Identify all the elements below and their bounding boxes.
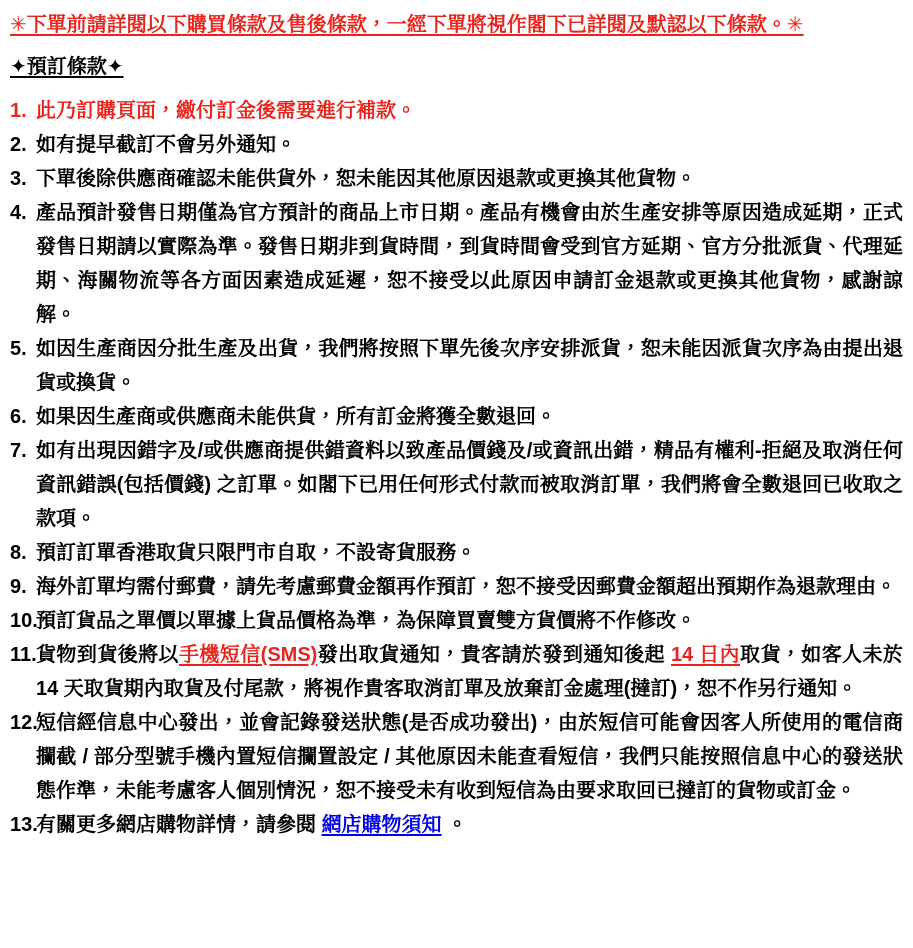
term-item [6, 808, 903, 842]
term-number: 11. [10, 644, 37, 666]
term-item [6, 196, 903, 332]
term-item [6, 94, 903, 128]
term-text [36, 542, 476, 564]
term-item [6, 638, 903, 706]
sms-notice-highlight: 手機短信(SMS) [178, 644, 318, 666]
term-text-segment: 有關更多網店購物詳情，請參閱 [36, 814, 322, 836]
term-text-segment: 如有提早截訂不會另外通知。 [36, 134, 296, 156]
term-text-segment: 貨物到貨後將以 [36, 644, 179, 666]
terms-list [6, 94, 903, 842]
term-item [6, 604, 903, 638]
term-text-segment: 此乃訂購頁面，繳付訂金後需要進行補款。 [36, 100, 416, 122]
term-text [36, 338, 903, 394]
term-number: 3. [10, 168, 27, 190]
term-number: 4. [10, 202, 27, 224]
term-number: 5. [10, 338, 27, 360]
term-text-segment: 取貨，如客人未於 14 天取貨期內取貨及付尾款，將視作貴客取消訂單及放棄訂金處理(撻訂)，恕不作另行通知。 [36, 644, 903, 700]
term-text-segment: 下單後除供應商確認未能供貨外，恕未能因其他原因退款或更換其他貨物。 [36, 168, 696, 190]
term-item [6, 570, 903, 604]
term-number: 13. [10, 814, 38, 836]
term-text [36, 406, 556, 428]
page-title: ✳下單前請詳閱以下購買條款及售後條款，一經下單將視作閣下已詳閱及默認以下條款。✳ [10, 14, 804, 36]
term-text-segment: 發出取貨通知，貴客請於發到通知後起 [317, 644, 671, 666]
shop-notice-link[interactable]: 網店購物須知 [321, 814, 442, 836]
term-number: 7. [10, 440, 27, 462]
term-item [6, 162, 903, 196]
term-number: 8. [10, 542, 27, 564]
term-item [6, 434, 903, 536]
term-item [6, 400, 903, 434]
term-number: 12. [10, 712, 38, 734]
term-text-segment: 。 [441, 814, 468, 836]
term-item [6, 706, 903, 808]
term-text-segment: 預訂貨品之單價以單據上貨品價格為準，為保障買賣雙方貨價將不作修改。 [36, 610, 696, 632]
term-text-segment: 海外訂單均需付郵費，請先考慮郵費金額再作預訂，恕不接受因郵費金額超出預期作為退款理由。 [36, 576, 896, 598]
term-text [36, 440, 903, 530]
term-text [36, 100, 416, 122]
term-number: 1. [10, 100, 27, 122]
term-text [36, 814, 467, 836]
term-text [36, 712, 903, 802]
term-item [6, 128, 903, 162]
term-number: 2. [10, 134, 27, 156]
term-number: 10. [10, 610, 38, 632]
term-text-segment: 如果因生產商或供應商未能供貨，所有訂金將獲全數退回。 [36, 406, 556, 428]
term-text [36, 644, 903, 700]
term-text-segment: 如因生產商因分批生產及出貨，我們將按照下單先後次序安排派貨，恕未能因派貨次序為由提出退貨或換貨。 [36, 338, 903, 394]
term-item [6, 332, 903, 400]
term-number: 6. [10, 406, 27, 428]
term-text [36, 576, 896, 598]
term-number: 9. [10, 576, 27, 598]
term-item [6, 536, 903, 570]
term-text-segment: 產品預計發售日期僅為官方預計的商品上市日期。產品有機會由於生產安排等原因造成延期，正式發售日期請以實際為準。發售日期非到貨時間，到貨時間會受到官方延期、官方分批派貨、代理延期、海關物流等各方面因素造成延遲，恕不接受以此原因申請訂金退款或更換其他貨物，感謝諒解。 [36, 202, 903, 326]
term-text [36, 134, 296, 156]
pickup-deadline-highlight: 14 日內 [670, 644, 741, 666]
term-text-segment: 如有出現因錯字及/或供應商提供錯資料以致產品價錢及/或資訊出錯，精品有權利-拒絕及取消任何資訊錯誤(包括價錢) 之訂單。如閣下已用任何形式付款而被取消訂單，我們將會全數退回已收取之款項。 [36, 440, 903, 530]
term-text [36, 610, 696, 632]
term-text [36, 168, 696, 190]
term-text-segment: 預訂訂單香港取貨只限門市自取，不設寄貨服務。 [36, 542, 476, 564]
section-title: ✦預訂條款✦ [10, 56, 124, 78]
term-text-segment: 短信經信息中心發出，並會記錄發送狀態(是否成功發出)，由於短信可能會因客人所使用的電信商攔截 / 部分型號手機內置短信攔置設定 / 其他原因未能查看短信，我們只能按照信息中心的發送狀態作準，未能考慮客人個別情況，恕不接受未有收到短信為由要求取回已撻訂的貨物或訂金。 [36, 712, 903, 802]
term-text [36, 202, 903, 326]
